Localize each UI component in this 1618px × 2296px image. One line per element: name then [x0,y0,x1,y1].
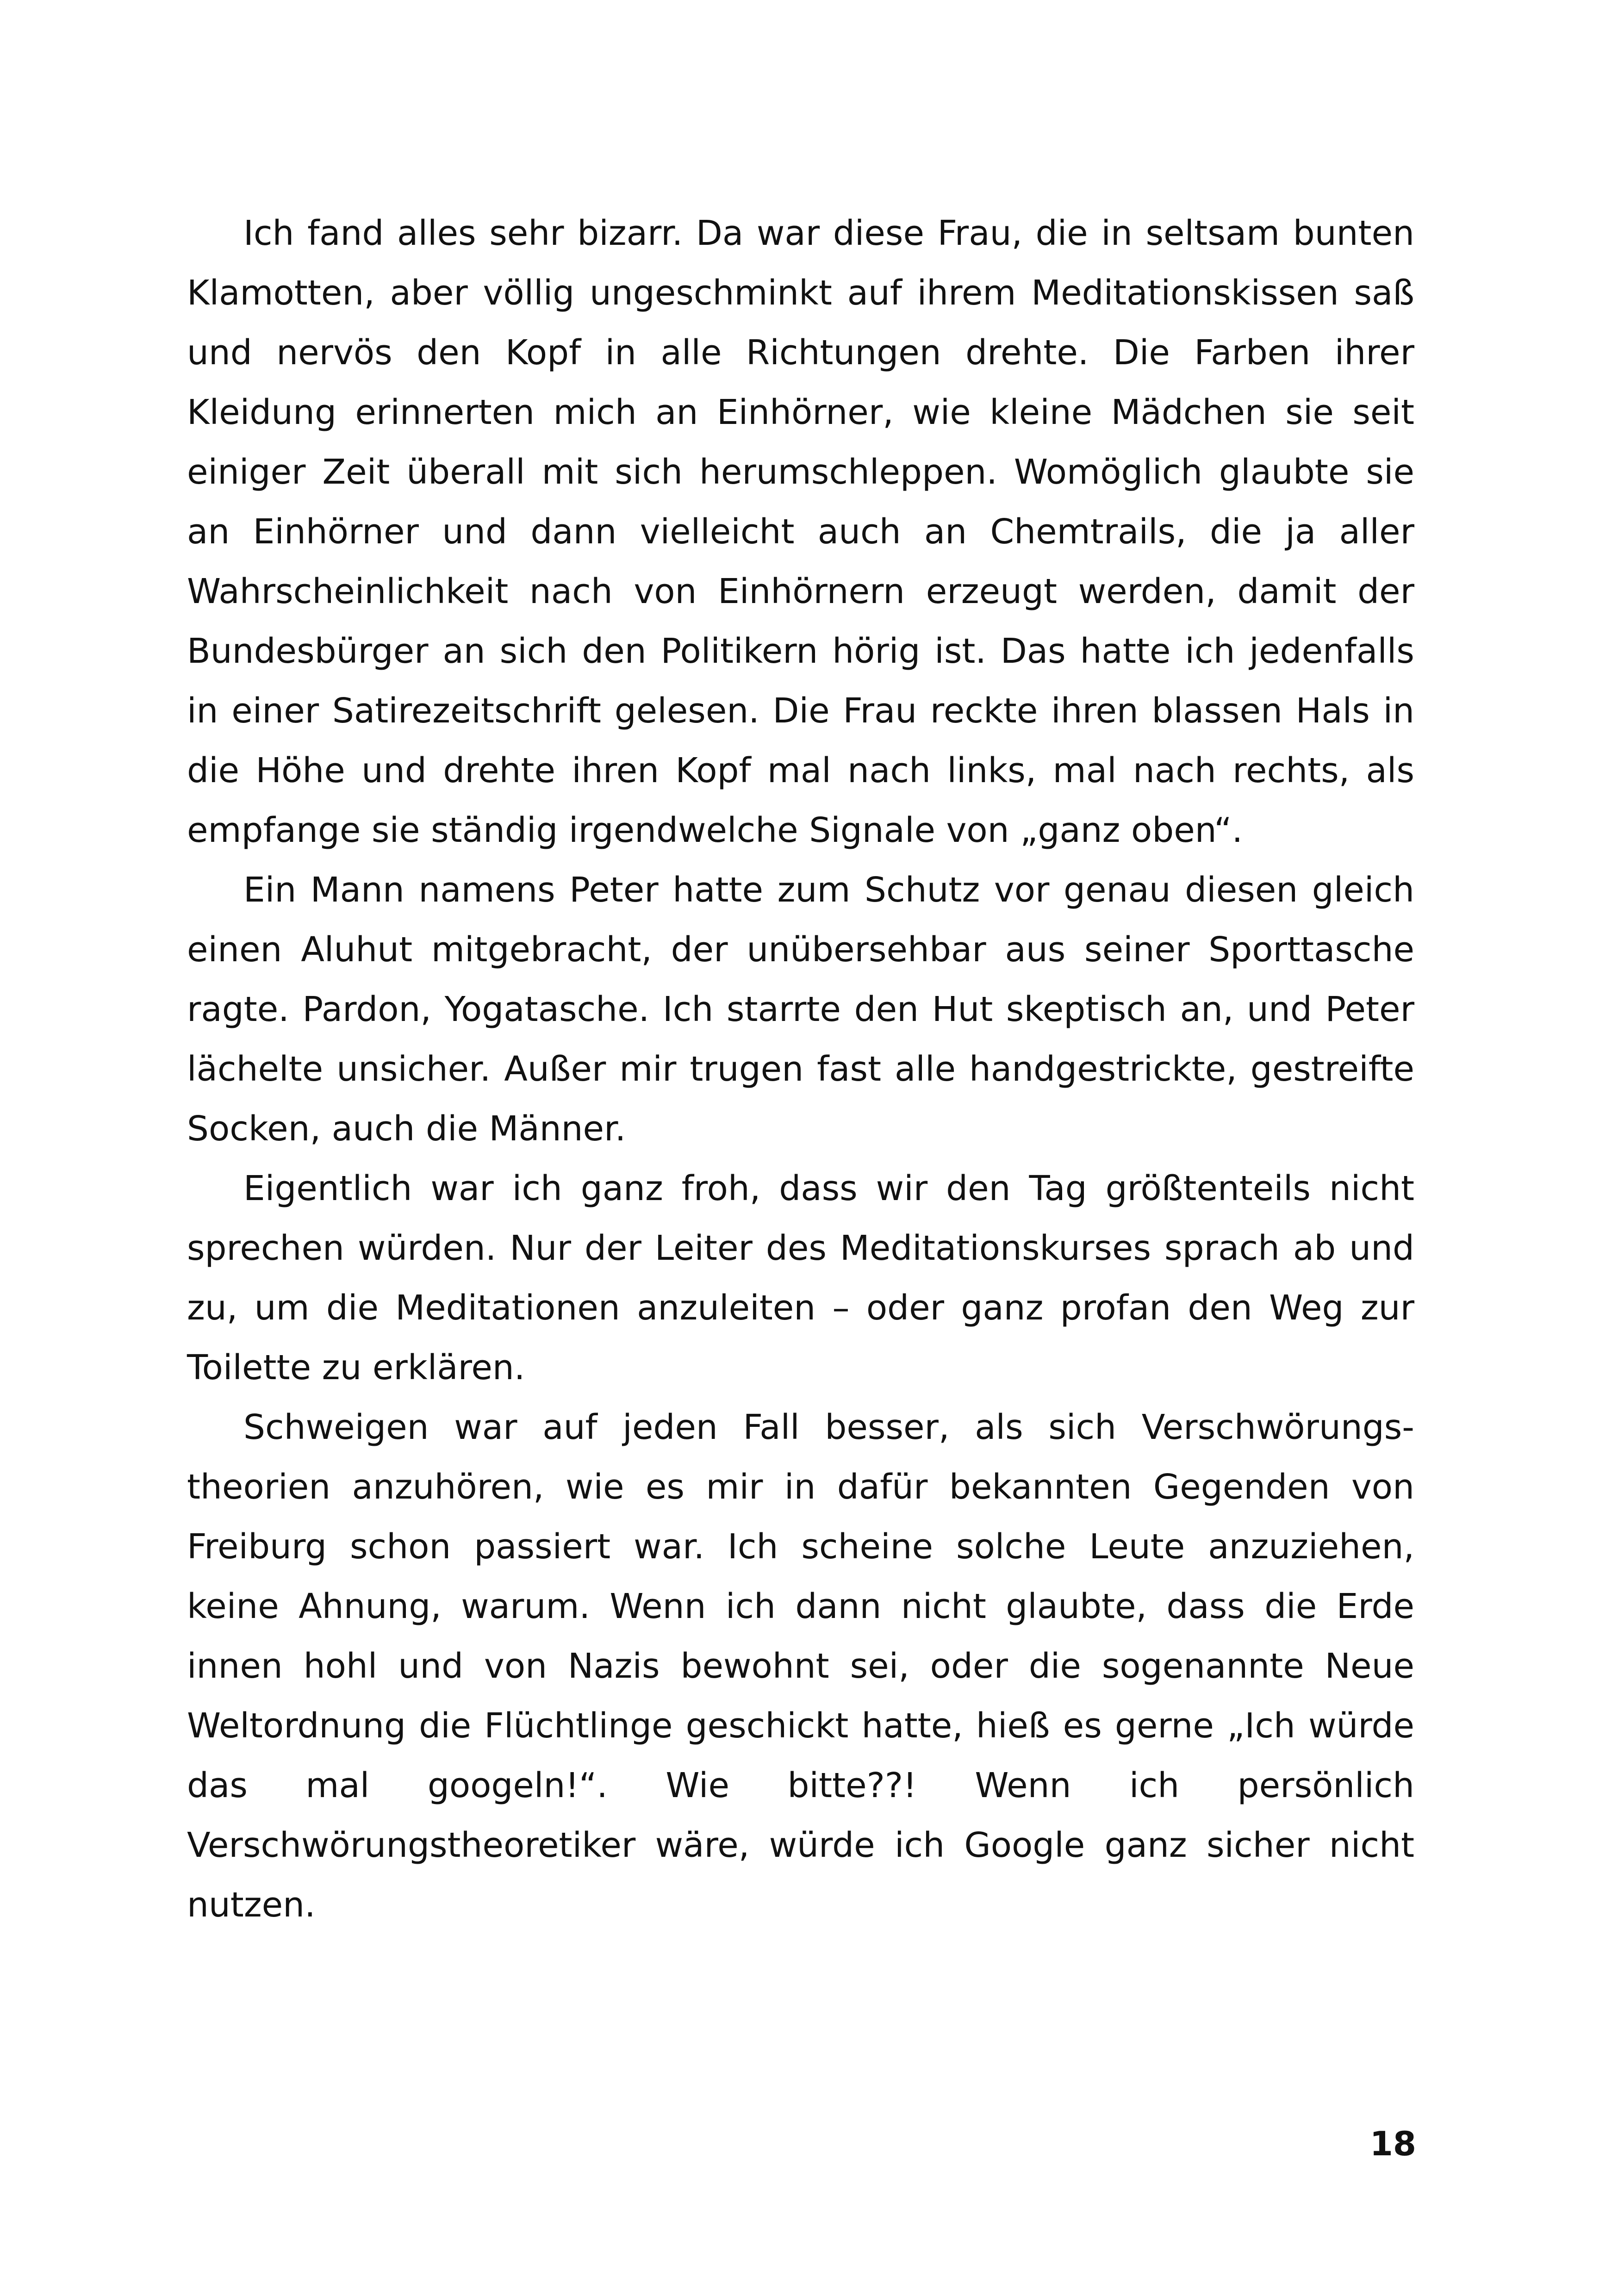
body-text [187,204,1414,1935]
page-number: 18 [1369,2124,1416,2163]
paragraph-1: Ich fand alles sehr bizarr. Da war diese Frau, die in seltsam bunten Klamotten, aber völlig ungeschminkt auf ihrem Meditationskissen saß und nervös den Kopf in alle Richtungen drehte. Die Farben ihrer Kleidung erinnerten mich an Einhörner, wie kleine Mädchen sie seit einiger Zeit überall mit sich herumschleppen. Womöglich glaubte sie an Einhörner und dann vielleicht auch an Chemtrails, die ja aller Wahrscheinlichkeit nach von Einhörnern erzeugt werden, damit der Bundesbürger an sich den Politikern hörig ist. Das hatte ich jedenfalls in einer Satirezeitschrift gelesen. Die Frau reckte ihren blassen Hals in die Höhe und drehte ihren Kopf mal nach links, mal nach rechts, als empfange sie ständig irgendwelche Signale von „ganz oben“. [187,213,1414,850]
paragraph-4: Schweigen war auf jeden Fall besser, als sich Verschwörungstheorien anzuhören, wie es mir in dafür bekannten Gegenden von Freiburg schon passiert war. Ich scheine solche Leute anzuziehen, keine Ahnung, warum. Wenn ich dann nicht glaubte, dass die Erde innen hohl und von Nazis bewohnt sei, oder die sogenannte Neue Weltordnung die Flüchtlinge geschickt hatte, hieß es gerne „Ich würde das mal googeln!“. Wie bitte??! Wenn ich persönlich Verschwörungstheoretiker wäre, würde ich Google ganz sicher nicht nutzen. [187,1407,1414,1925]
paragraph-2: Ein Mann namens Peter hatte zum Schutz vor genau diesen gleich einen Aluhut mitgebracht, der unübersehbar aus seiner Sporttasche ragte. Pardon, Yogatasche. Ich starrte den Hut skeptisch an, und Peter lächelte unsicher. Außer mir trugen fast alle handgestrickte, gestreifte Socken, auch die Männer. [187,870,1414,1149]
paragraph-3: Eigentlich war ich ganz froh, dass wir den Tag größtenteils nicht sprechen würden. Nur der Leiter des Meditationskurses sprach ab und zu, um die Meditationen anzuleiten – oder ganz profan den Weg zur Toilette zu erklären. [187,1169,1414,1388]
